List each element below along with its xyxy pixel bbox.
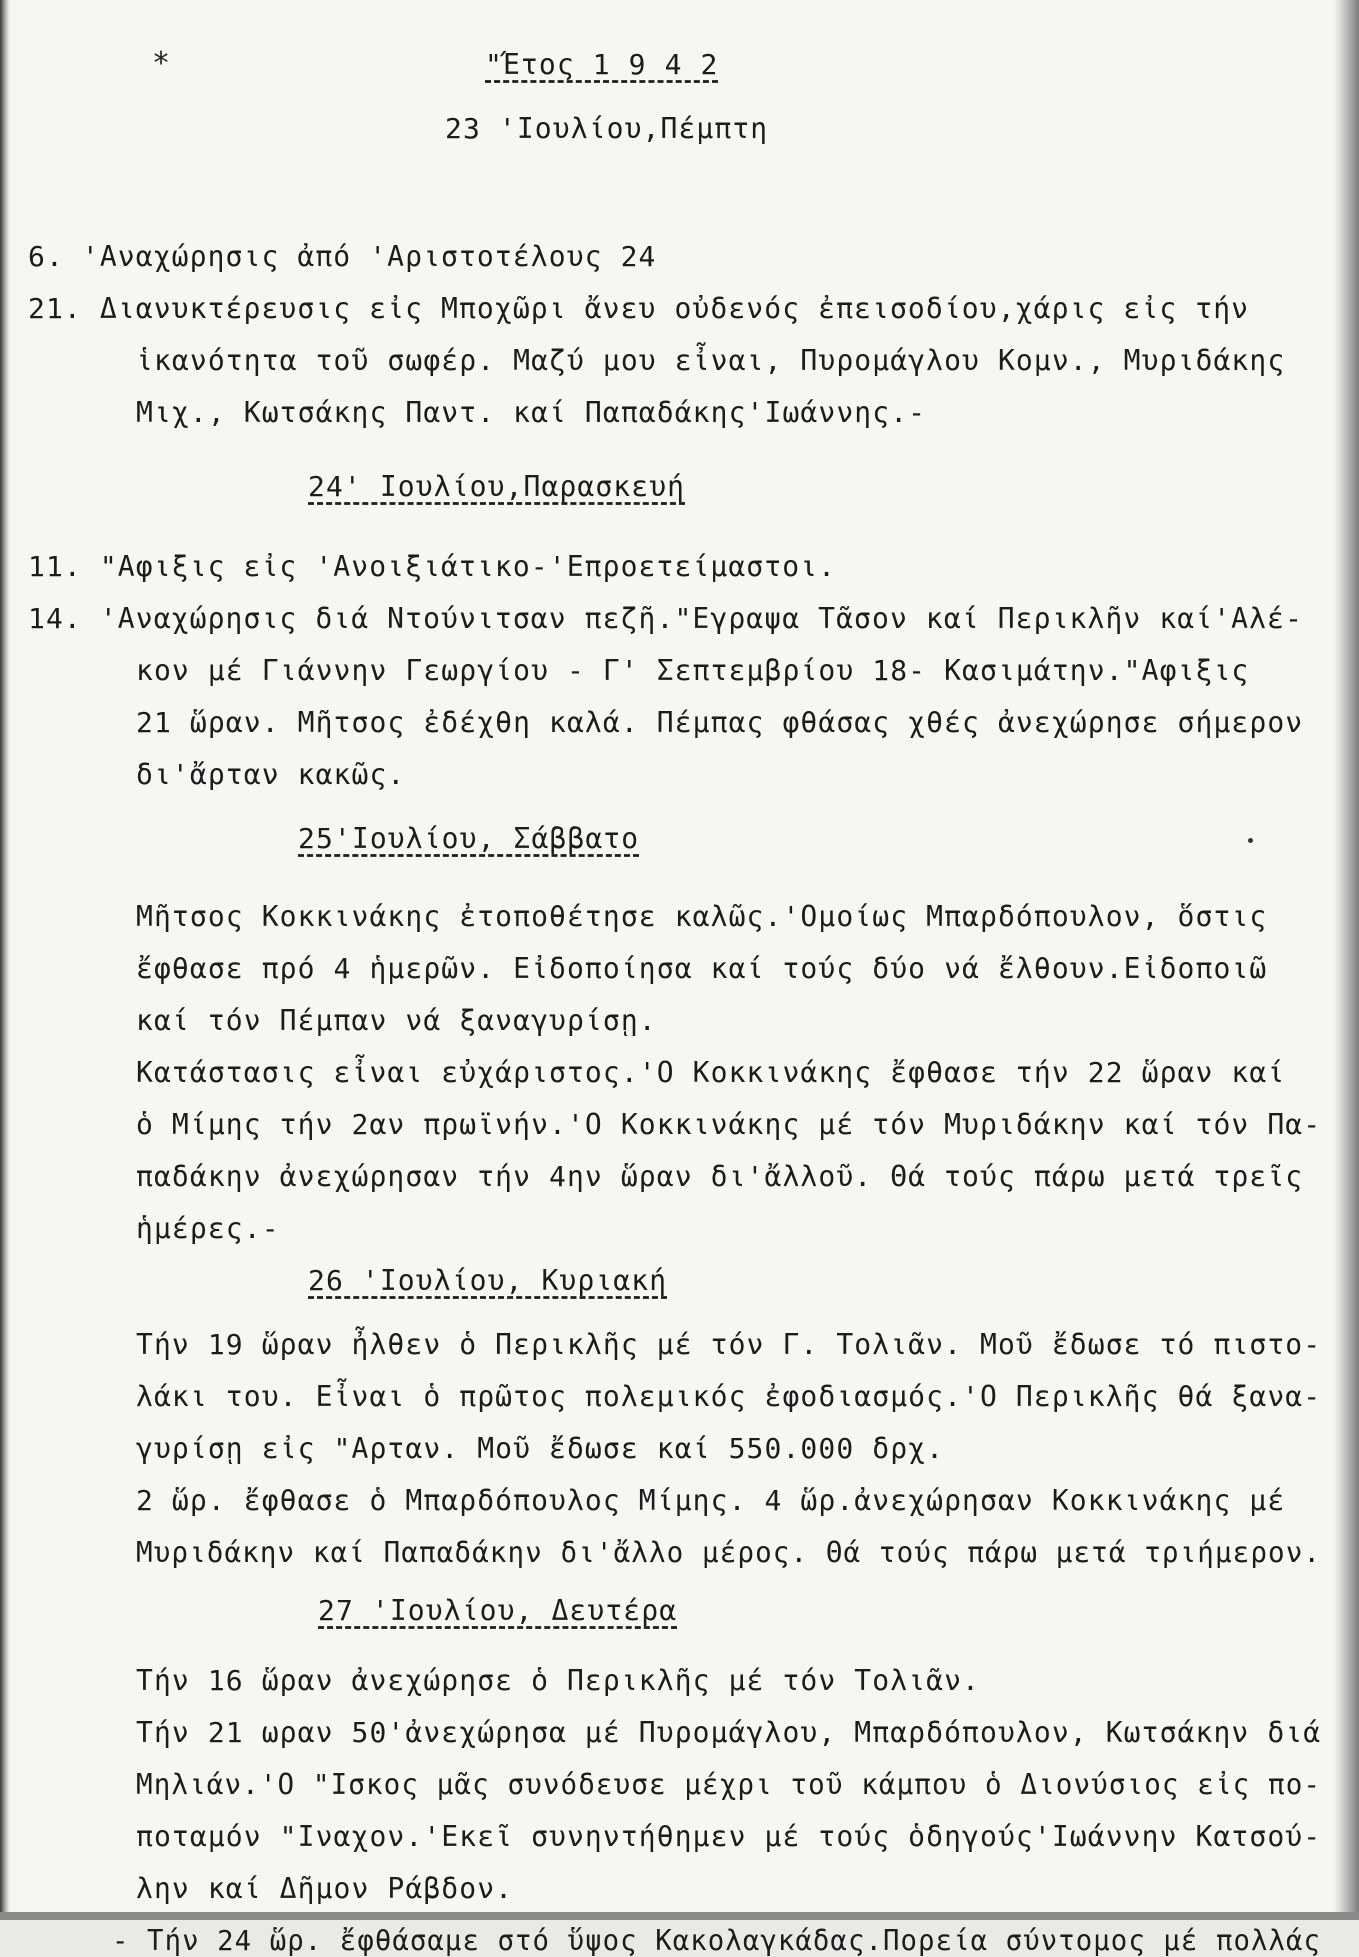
entry-line: 14. 'Αναχώρησις διά Ντούνιτσαν πεζῆ."Εγραψα Τᾶσον καί Περικλῆν καί'Αλέ- xyxy=(28,602,1303,635)
entry-line: ἔφθασε πρό 4 ἡμερῶν. Εἰδοποίησα καί τούς δύο νά ἔλθουν.Εἰδοποιῶ xyxy=(136,952,1268,985)
entry-line: ἡμέρες.- xyxy=(136,1212,280,1245)
corner-mark: * xyxy=(152,46,171,81)
entry-line: Μῆτσος Κοκκινάκης ἐτοποθέτησε καλῶς.'Ομοίως Μπαρδόπουλον, ὅστις xyxy=(136,900,1268,933)
entry-line: Μυριδάκην καί Παπαδάκην δι'ἄλλο μέρος. Θά τούς πάρω μετά τριήμερον. xyxy=(136,1536,1322,1569)
entry-line: Τήν 16 ὥραν ἀνεχώρησε ὁ Περικλῆς μέ τόν Τολιᾶν. xyxy=(136,1664,980,1697)
entry-line: ὁ Μίμης τήν 2αν πρωϊνήν.'Ο Κοκκινάκης μέ τόν Μυριδάκην καί τόν Πα- xyxy=(136,1108,1322,1141)
ink-dot xyxy=(1248,838,1253,843)
entry-line: 2 ὥρ. ἔφθασε ὁ Μπαρδόπουλος Μίμης. 4 ὥρ.ἀνεχώρησαν Κοκκινάκης μέ xyxy=(136,1484,1286,1517)
date-heading: 23 'Ιουλίου,Πέμπτη xyxy=(445,112,769,145)
year-heading: "Έτος 1 9 4 2 xyxy=(485,48,719,81)
entry-line: κον μέ Γιάννην Γεωργίου - Γ' Σεπτεμβρίου 18- Κασιμάτην."Αφιξις xyxy=(136,654,1250,687)
entry-line: ἱκανότητα τοῦ σωφέρ. Μαζύ μου εἶναι, Πυρομάγλου Κομν., Μυριδάκης xyxy=(136,344,1286,377)
entry-line: Μηλιάν.'Ο "Ισκος μᾶς συνόδευσε μέχρι τοῦ κάμπου ὁ Διονύσιος εἰς πο- xyxy=(136,1768,1322,1801)
entry-line: Κατάστασις εἶναι εὐχάριστος.'Ο Κοκκινάκης ἔφθασε τήν 22 ὥραν καί xyxy=(136,1056,1286,1089)
entry-line: - Τήν 24 ὥρ. ἔφθάσαμε στό ὕψος Κακολαγκάδας.Πορεία σύντομος μέ πολλάς xyxy=(112,1924,1322,1957)
entry-line: παδάκην ἀνεχώρησαν τήν 4ην ὥραν δι'ἄλλοῦ. Θά τούς πάρω μετά τρεῖς xyxy=(136,1160,1304,1193)
entry-line: Τήν 21 ωραν 50'ἀνεχώρησα μέ Πυρομάγλου, Μπαρδόπουλον, Κωτσάκην διά xyxy=(136,1716,1322,1749)
entry-line: γυρίσῃ εἰς "Αρταν. Μοῦ ἔδωσε καί 550.000 δρχ. xyxy=(136,1432,945,1465)
entry-line: 11. "Αφιξις εἰς 'Ανοιξιάτικο-'Επροετείμαστοι. xyxy=(28,550,837,583)
date-heading: 24' Ιουλίου,Παρασκευή xyxy=(308,470,686,503)
entry-line: λάκι του. Εἶναι ὁ πρῶτος πολεμικός ἐφοδιασμός.'Ο Περικλῆς θά ξανα- xyxy=(136,1380,1322,1413)
date-heading: 26 'Ιουλίου, Κυριακή xyxy=(308,1264,668,1297)
date-heading: 25'Ιουλίου, Σάββατο xyxy=(298,822,640,855)
entry-line: δι'ἄρταν κακῶς. xyxy=(136,758,406,791)
entry-line: 21 ὥραν. Μῆτσος ἐδέχθη καλά. Πέμπας φθάσας χθές ἀνεχώρησε σήμερον xyxy=(136,706,1304,739)
page-edge-right xyxy=(1333,0,1359,1920)
entry-line: Μιχ., Κωτσάκης Παντ. καί Παπαδάκης'Ιωάννης.- xyxy=(136,396,927,429)
page-edge-left xyxy=(0,0,10,1920)
entry-line: ποταμόν "Ιναχον.'Εκεῖ συνηντήθημεν μέ τούς ὁδηγούς'Ιωάννην Κατσού- xyxy=(136,1820,1322,1853)
page-edge-bottom xyxy=(0,1912,1359,1920)
entry-line: 6. 'Αναχώρησις ἀπό 'Αριστοτέλους 24 xyxy=(28,240,657,273)
date-heading: 27 'Ιουλίου, Δευτέρα xyxy=(318,1594,678,1627)
entry-line: 21. Διανυκτέρευσις εἰς Μποχῶρι ἄνευ οὐδενός ἐπεισοδίου,χάρις εἰς τήν xyxy=(28,292,1250,325)
entry-line: καί τόν Πέμπαν νά ξαναγυρίσῃ. xyxy=(136,1004,657,1037)
entry-line: Τήν 19 ὥραν ἦλθεν ὁ Περικλῆς μέ τόν Γ. Τολιᾶν. Μοῦ ἔδωσε τό πιστο- xyxy=(136,1328,1322,1361)
entry-line: λην καί Δῆμον Ράβδον. xyxy=(136,1872,514,1905)
